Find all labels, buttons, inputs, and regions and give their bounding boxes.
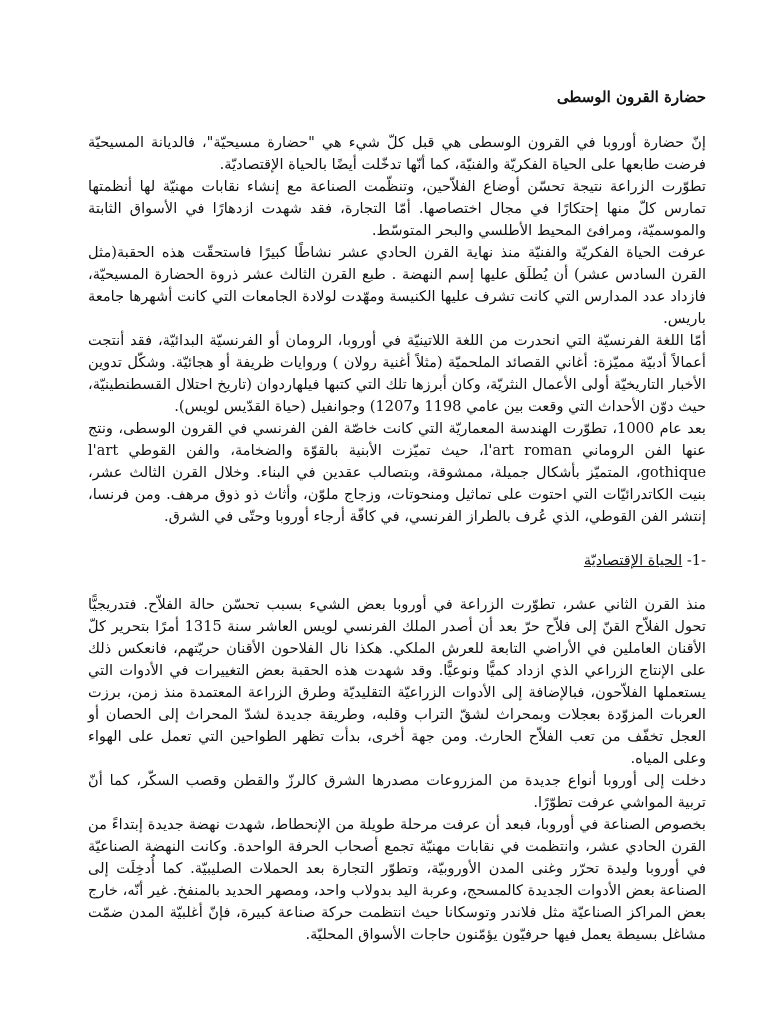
paragraph-agriculture-industry-trade: تطوّرت الزراعة نتيجة تحسّن أوضاع الفلاّحين، وتنظّمت الصناعة مع إنشاء نقابات مهنيّة لها أنظمتها تمارس كلّ منها إحتكارًا في مجال اختصاصها. أمّا التجارة، فقد شهدت ازدهارًا في الأسواق الثابتة والموسميّة، ومرافئ المحيط الأطلسي والبحر المتوسّط. [88, 178, 706, 239]
paragraph-industry: بخصوص الصناعة في أوروبا، فبعد أن عرفت مرحلة طويلة من الإنحطاط، شهدت نهضة جديدة إبتداءً من القرن الحادي عشر، وانتظمت في نقابات مهنيّة تجمع أصحاب الحرفة الواحدة. وكانت النهضة الصناعيّة في أوروبا وليدة تحرّر وغنى المدن الأوروبيّة، وتطوّر التجارة بعد الحملات الصليبيّة. كما أُدخِلَت إلى الصناعة بعض الأدوات الجديدة كالمسحج، وعربة اليد بدولاب واحد، ومصهر الحديد بالمنفخ. غير أنّه، خارج بعض المراكز الصناعيّة مثل فلاندر وتوسكانا حيث انتظمت حركة صناعة كبيرة، فإنّ أغلبيّة المدن ضمّت مشاغل بسيطة يعمل فيها حرفيّون يؤمّنون حاجات الأسواق المحليّة. [88, 816, 706, 943]
section-number: -1- [686, 552, 706, 569]
paragraph-renaissance: عرفت الحياة الفكريّة والفنيّة منذ نهاية القرن الحادي عشر نشاطًا كبيرًا فاستحقّت هذه الحقبة(مثل القرن السادس عشر) أن يُطلَق عليها إسم النهضة . طبع القرن الثالث عشر ذروة الحضارة المسيحيّة، فازداد عدد المدارس التي كانت تشرف عليها الكنيسة ومهّدت لولادة الجامعات التي كانت أشهرها جامعة باريس. [88, 244, 706, 327]
paragraph-christian-civilization: إنّ حضارة أوروبا في القرون الوسطى هي قبل كلّ شيء هي "حضارة مسيحيّة"، فالديانة المسيحيّة فرضت طابعها على الحياة الفكريّة والفنيّة، كما أنّها تدخّلت أيضًا بالحياة الإقتصاديّة. [88, 134, 706, 173]
paragraph-french-language: أمّا اللغة الفرنسيّة التي انحدرت من اللغة اللاتينيّة في أوروبا، الرومان أو الفرنسيّة البدائيّة، فقد أنتجت أعمالاً أدبيّة مميّزة: أغاني القصائد الملحميّة (مثلاً أغنية رولان ) وروايات ظريفة أو هجائيّة. وشكّل تدوين الأخبار التاريخيّة أولى الأعمال النثريّة، وكان أبرزها تلك التي كتبها فيلهاردوان (تاريخ احتلال القسطنطينيّة، حيث دوّن الأحداث التي وقعت بين عامي 1198 و1207) وجوانفيل (حياة القدّيس لويس). [88, 332, 706, 415]
paragraph-architecture: بعد عام 1000، تطوّرت الهندسة المعماريّة التي كانت خاصّة الفن الفرنسي في القرون الوسطى، ونتج عنها الفن الروماني l'art roman، حيث تميّزت الأبنية بالقوّة والضخامة، والفن القوطي l'art gothique، المتميّز بأشكال جميلة، ممشوقة، وبتصالب عقدين في البناء. وخلال القرن الثالث عشر، بنيت الكاتدرائيّات التي احتوت على تماثيل ومنحوتات، وزجاج ملوّن، وأثاث ذو ذوق مرهف. ومن فرنسا، إنتشر الفن القوطي، الذي عُرف بالطراز الفرنسي، في كافّة أرجاء أوروبا وحتّى في الشرق. [88, 420, 707, 525]
paragraph-new-crops: دخلت إلى أوروبا أنواع جديدة من المزروعات مصدرها الشرق كالرزّ والقطن وقصب السكّر، كما أنّ تربية المواشي عرفت تطوّرًا. [88, 772, 706, 811]
document-title: حضارة القرون الوسطى [556, 88, 706, 106]
paragraph-agriculture-development: منذ القرن الثاني عشر، تطوّرت الزراعة في أوروبا بعض الشيء بسبب تحسّن حالة الفلاّح. فتدريجيًّا تحول الفلاّح القنّ إلى فلاّح حرّ بعد أن أصدر الملك الفرنسي لويس العاشر سنة 1315 أمرًا بتحرير كلّ الأقنان العاملين في الأراضي التابعة للعرش الملكي. هكذا نال الفلاحون الأقنان حريّتهم، فانعكس ذلك على الإنتاج الزراعي الذي ازداد كميًّا ونوعيًّا. وقد شهدت هذه الحقبة بعض التغييرات في الأدوات التي يستعملها الفلاّحون، فبالإضافة إلى الأدوات الزراعيّة التقليديّة وطرق الزراعة المعتمدة منذ زمن، برزت العربات المزوّدة بعجلات وبمحراث لشقّ التراب وقلبه، وطريقة جديدة لشدّ المحراث إلى الحصان أو العجل تخفّف من تعب الفلاّح الحارث. ومن جهة أخرى، بدأت تظهر الطواحين التي تعمل على الهواء وعلى المياه. [88, 596, 706, 767]
spacer [88, 572, 706, 594]
document-page [88, 86, 706, 946]
section-title: الحياة الإقتصاديّة [583, 552, 683, 569]
spacer [88, 528, 706, 550]
section-heading [88, 550, 706, 572]
